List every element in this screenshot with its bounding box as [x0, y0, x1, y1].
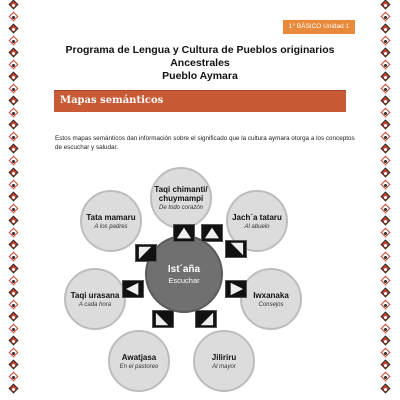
concept-node-al-mayor: [193, 330, 255, 392]
border-ornament: [9, 108, 19, 120]
border-ornament: [9, 384, 19, 396]
border-ornament: [9, 180, 19, 192]
border-ornament: [381, 84, 391, 96]
arrow-left-icon: [122, 280, 144, 298]
section-title: Mapas semánticos: [60, 95, 164, 106]
border-ornament: [9, 252, 19, 264]
border-ornament: [9, 324, 19, 336]
border-ornament: [9, 348, 19, 360]
border-ornament: [9, 240, 19, 252]
concept-node-translation: Consejos: [258, 301, 284, 308]
border-ornament: [9, 96, 19, 108]
page-title: [40, 44, 360, 83]
grade-unit-badge: 1° BÁSICO Unidad 1: [283, 20, 355, 34]
concept-node-de-todo-corazon: [150, 167, 212, 229]
decorative-border-left: [8, 0, 20, 400]
border-ornament: [381, 264, 391, 276]
border-ornament: [381, 60, 391, 72]
border-ornament: [381, 156, 391, 168]
section-header-bar: [54, 90, 346, 112]
border-ornament: [381, 24, 391, 36]
border-ornament: [381, 180, 391, 192]
concept-node-translation: A cada hora: [78, 301, 112, 308]
border-ornament: [9, 192, 19, 204]
border-ornament: [9, 204, 19, 216]
border-ornament: [381, 48, 391, 60]
concept-node-term: Jach´a tataru: [232, 212, 282, 222]
center-term: Ist´aña: [167, 263, 201, 275]
concept-node-term: Taqi urasana: [70, 290, 120, 300]
concept-node-term: Jiliriru: [211, 352, 237, 362]
border-ornament: [9, 120, 19, 132]
arrow-down-left-icon: [152, 310, 174, 328]
concept-node-translation: Al abuelo: [244, 223, 270, 230]
arrow-down-right-icon: [195, 310, 217, 328]
border-ornament: [381, 288, 391, 300]
border-ornament: [9, 84, 19, 96]
border-ornament: [9, 288, 19, 300]
concept-node-translation: En el pastoreo: [119, 363, 159, 370]
border-ornament: [9, 168, 19, 180]
border-ornament: [381, 252, 391, 264]
arrow-right-icon: [225, 280, 247, 298]
decorative-border-right: [380, 0, 392, 400]
border-ornament: [9, 360, 19, 372]
border-ornament: [381, 36, 391, 48]
border-ornament: [381, 324, 391, 336]
concept-node-translation: Al mayor: [212, 363, 236, 370]
border-ornament: [381, 204, 391, 216]
concept-node-term: Taqi chimanti/ chuymampi: [154, 185, 208, 203]
arrow-up-right-icon: [225, 240, 247, 258]
border-ornament: [9, 48, 19, 60]
concept-node-en-el-pastoreo: [108, 330, 170, 392]
concept-node-translation: De todo corazón: [158, 205, 204, 211]
border-ornament: [381, 12, 391, 24]
border-ornament: [381, 240, 391, 252]
border-ornament: [381, 312, 391, 324]
arrow-up-icon: [201, 224, 223, 242]
concept-node-translation: A los padres: [94, 223, 128, 230]
concept-node-term: Iwxanaka: [253, 290, 289, 300]
border-ornament: [9, 36, 19, 48]
border-ornament: [9, 144, 19, 156]
center-translation: Escuchar: [168, 275, 200, 285]
border-ornament: [381, 96, 391, 108]
border-ornament: [381, 120, 391, 132]
border-ornament: [381, 384, 391, 396]
border-ornament: [381, 72, 391, 84]
border-ornament: [381, 168, 391, 180]
concept-node-term: Tata mamaru: [86, 212, 136, 222]
intro-paragraph: Estos mapas semánticos dan información sobre el significado que la cultura aymara otorga a los conceptos de escuchar y saludar.: [55, 135, 355, 151]
border-ornament: [381, 216, 391, 228]
border-ornament: [9, 372, 19, 384]
border-ornament: [9, 216, 19, 228]
border-ornament: [381, 144, 391, 156]
border-ornament: [9, 60, 19, 72]
border-ornament: [381, 132, 391, 144]
border-ornament: [9, 132, 19, 144]
page-title-line1: Programa de Lengua y Cultura de Pueblos originarios Ancestrales: [65, 44, 335, 69]
border-ornament: [9, 264, 19, 276]
border-ornament: [9, 336, 19, 348]
border-ornament: [9, 24, 19, 36]
border-ornament: [381, 228, 391, 240]
border-ornament: [9, 0, 19, 12]
concept-node-a-cada-hora: [64, 268, 126, 330]
border-ornament: [381, 108, 391, 120]
concept-node-a-los-padres: [80, 190, 142, 252]
arrow-up-left-icon: [135, 244, 157, 262]
border-ornament: [381, 0, 391, 12]
concept-node-term: Awatjasa: [121, 352, 157, 362]
border-ornament: [9, 12, 19, 24]
border-ornament: [9, 228, 19, 240]
border-ornament: [9, 276, 19, 288]
border-ornament: [381, 372, 391, 384]
page-title-line2: Pueblo Aymara: [162, 70, 238, 82]
border-ornament: [381, 276, 391, 288]
border-ornament: [381, 192, 391, 204]
border-ornament: [9, 312, 19, 324]
border-ornament: [381, 348, 391, 360]
border-ornament: [381, 300, 391, 312]
border-ornament: [9, 72, 19, 84]
concept-node-consejos: [240, 268, 302, 330]
border-ornament: [381, 336, 391, 348]
border-ornament: [9, 300, 19, 312]
arrow-up-icon: [173, 224, 195, 242]
border-ornament: [381, 360, 391, 372]
border-ornament: [9, 156, 19, 168]
